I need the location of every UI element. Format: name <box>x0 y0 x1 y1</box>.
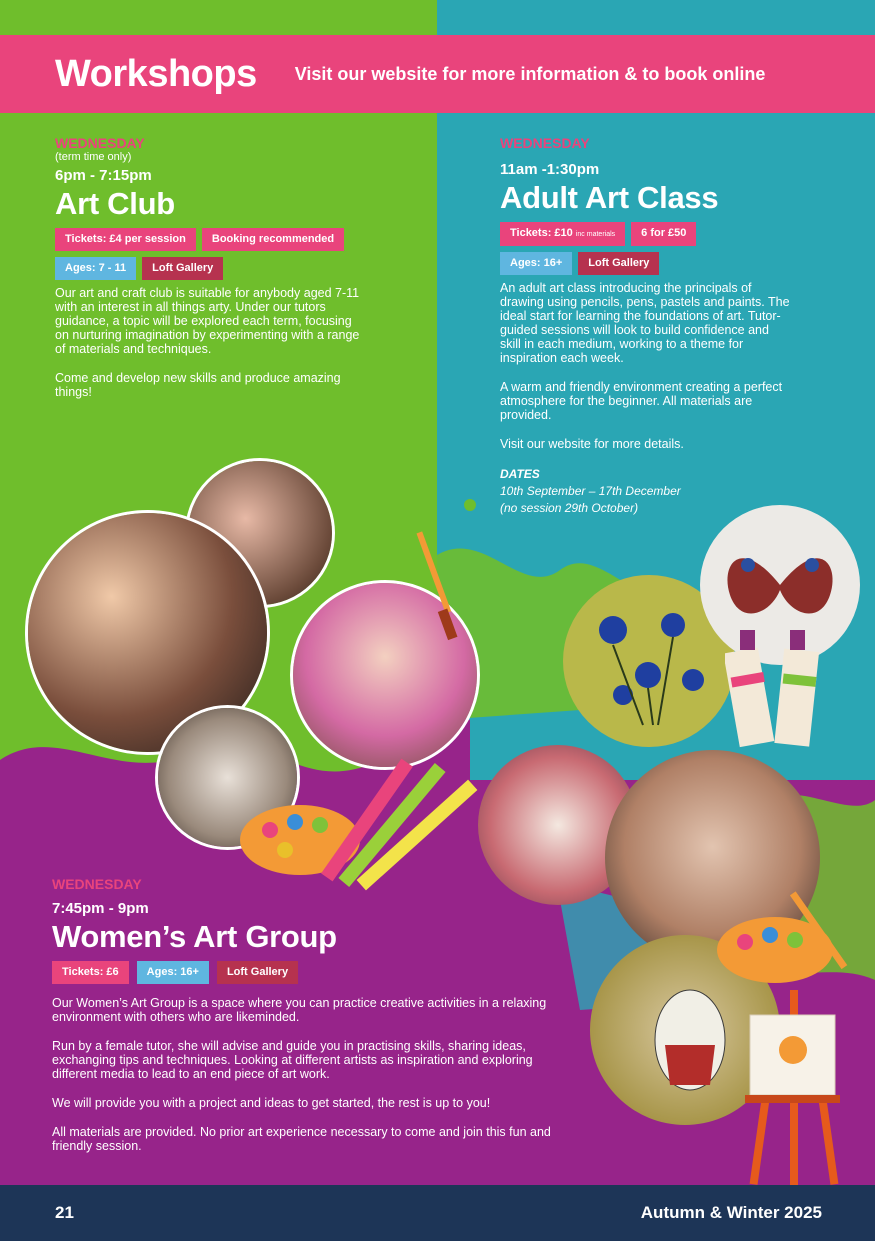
palette-and-pencils-icon <box>240 730 500 900</box>
womens-group-description: Our Women’s Art Group is a space where you can practice creative activities in a relaxing environment with others who are likeminded. <box>52 996 547 1024</box>
adult-class-description-2: A warm and friendly environment creating a perfect atmosphere for the beginner. All materials are provided. <box>500 380 783 422</box>
art-club-description: Our art and craft club is suitable for anybody aged 7-11 with an interest in all things arty. Under our tutors guidance, a topic will be explored each term, focusing on nurturing imagination by experimenting with a range of materials and techniques. <box>55 286 360 356</box>
adult-class-time: 11am -1:30pm <box>500 161 600 178</box>
page-number: 21 <box>55 1203 74 1222</box>
womens-group-description-4: All materials are provided. No prior art experience necessary to come and join this fun and friendly session. <box>52 1125 551 1153</box>
page-title: Workshops <box>55 52 257 95</box>
adult-class-description-3: Visit our website for more details. <box>500 437 684 451</box>
womens-group-ticket-tag: Tickets: £6 <box>52 961 129 984</box>
paintbrush-icon <box>405 530 465 650</box>
womens-group-title: Women’s Art Group <box>52 919 337 954</box>
womens-group-section <box>52 876 572 1168</box>
adult-class-offer-tag: 6 for £50 <box>631 222 696 246</box>
palette-brush-icon <box>715 880 875 1000</box>
header-subtitle: Visit our website for more information & to book online <box>294 63 766 84</box>
womens-group-day: WEDNESDAY <box>52 876 142 892</box>
art-club-venue-tag: Loft Gallery <box>142 257 223 280</box>
adult-class-ticket-tag: Tickets: £10 inc materials <box>500 222 625 246</box>
womens-group-description-2: Run by a female tutor, she will advise and guide you in practising skills, sharing ideas, exchanging tips and techniques. Looking at different artists as inspiration and exploring different media to lead to an end piece of art work. <box>52 1039 533 1081</box>
womens-group-venue-tag: Loft Gallery <box>217 961 298 984</box>
footer-bar <box>0 1185 875 1241</box>
adult-class-ages-tag: Ages: 16+ <box>500 252 572 275</box>
womens-group-ages-tag: Ages: 16+ <box>137 961 209 984</box>
adult-class-day: WEDNESDAY <box>500 135 590 151</box>
art-club-description-2: Come and develop new skills and produce amazing things! <box>55 371 341 399</box>
paint-tubes-icon <box>725 620 825 760</box>
adult-class-title: Adult Art Class <box>500 180 719 215</box>
art-club-booking-tag: Booking recommended <box>202 228 344 251</box>
art-club-time: 6pm - 7:15pm <box>55 167 152 184</box>
adult-class-section <box>500 135 800 517</box>
adult-class-venue-tag: Loft Gallery <box>578 252 659 275</box>
adult-class-dates: DATES 10th September – 17th December (no session 29th October) <box>500 467 681 515</box>
art-club-ages-tag: Ages: 7 - 11 <box>55 257 136 280</box>
easel-icon <box>745 990 845 1185</box>
art-club-ticket-tag: Tickets: £4 per session <box>55 228 196 251</box>
womens-group-time: 7:45pm - 9pm <box>52 900 149 917</box>
adult-class-description: An adult art class introducing the principals of drawing using pencils, pens, pastels and paints. The ideal start for learning the foundations of art. Tutor-guided sessions will look to build confidence and skill in each medium, working to a theme for inspiration each week. <box>500 281 790 365</box>
womens-group-description-3: We will provide you with a project and ideas to get started, the rest is up to you! <box>52 1096 491 1110</box>
header-banner <box>0 35 875 113</box>
art-club-title: Art Club <box>55 186 175 221</box>
season-label: Autumn & Winter 2025 <box>640 1203 822 1222</box>
art-club-day: WEDNESDAY <box>55 135 145 151</box>
art-club-note: (term time only) <box>55 151 132 163</box>
art-club-section <box>55 135 375 414</box>
